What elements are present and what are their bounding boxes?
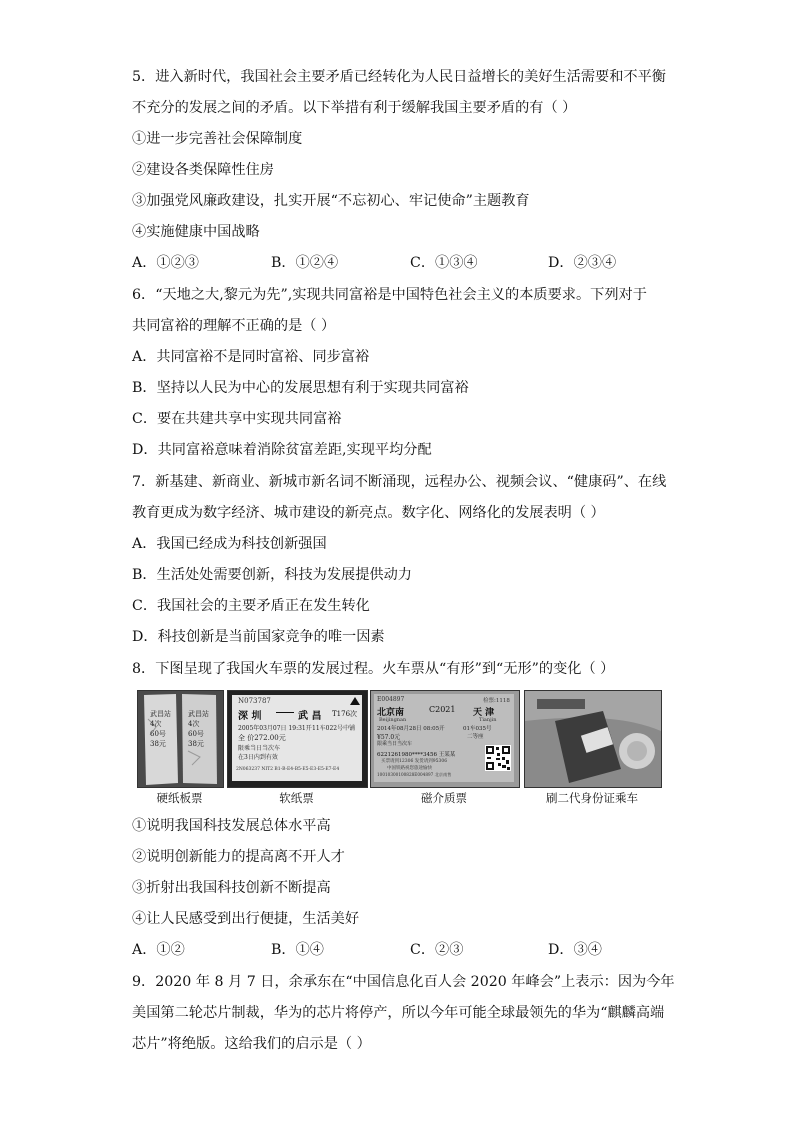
ticket2-note: 限乘当日当次车 xyxy=(238,745,281,752)
q8-item-1: ①说明我国科技发展总体水平高 xyxy=(132,818,331,834)
q8-option-a[interactable]: A．①② xyxy=(132,942,185,958)
q8-option-d[interactable]: D．③④ xyxy=(548,942,602,958)
triangle-icon xyxy=(350,697,360,705)
id-card-gate-photo xyxy=(524,690,662,788)
ticket3-date: 2014年08月28日 08:05开 xyxy=(377,726,445,732)
ticket3-seat: 01车035号 xyxy=(463,726,492,732)
ticket3-price: ¥57.0元 xyxy=(377,734,401,741)
q8-item-4: ④让人民感受到出行便捷，生活美好 xyxy=(132,911,360,927)
ticket3-note2: 买票请到12306 发货请到95306 xyxy=(381,759,448,764)
ticket2-from: 深 圳 xyxy=(238,711,262,722)
ticket2-note2: 在3日内到有效 xyxy=(238,754,278,761)
q5-item-4: ④实施健康中国战略 xyxy=(132,224,260,240)
ticket3-id: 6221261980****3456 王某某 xyxy=(377,752,456,758)
q7-option-b[interactable]: B．生活处处需要创新，科技为发展提供动力 xyxy=(132,567,412,583)
soft-paper-ticket-photo xyxy=(227,690,368,788)
q7-stem-line2: 教育更成为数字经济、城市建设的新亮点。数字化、网络化的发展表明（ ） xyxy=(132,505,605,521)
ticket3-from: 北京南 xyxy=(377,708,405,718)
caption-id-card: 刷二代身份证乘车 xyxy=(546,791,638,805)
ticket2-train: T176次 xyxy=(332,710,358,718)
q7-stem-line1: 7．新基建、新商业、新城市新名词不断涌现，远程办公、视频会议、“健康码”、在线 xyxy=(132,474,667,490)
q5-stem-line1: 5．进入新时代，我国社会主要矛盾已经转化为人民日益增长的美好生活需要和不平衡 xyxy=(132,69,666,85)
q8-option-c[interactable]: C．②③ xyxy=(410,942,464,958)
q6-option-a[interactable]: A．共同富裕不是同时富裕、同步富裕 xyxy=(132,349,370,365)
ticket1-text-left: 武昌站 4次 60号 38元 xyxy=(150,710,171,748)
ticket3-note: 限乘当日当次车 xyxy=(377,741,413,747)
q9-stem-line3: 芯片”将绝版。这给我们的启示是（ ） xyxy=(132,1036,371,1052)
q8-item-3: ③折射出我国科技创新不断提高 xyxy=(132,880,331,896)
q5-item-1: ①进一步完善社会保障制度 xyxy=(132,131,303,147)
caption-magnetic: 磁介质票 xyxy=(421,791,467,805)
ticket3-class: 二等座 xyxy=(467,734,484,740)
q7-option-d[interactable]: D．科技创新是当前国家竞争的唯一因素 xyxy=(132,629,385,645)
ticket3-check: 检票:1118 xyxy=(483,698,510,704)
ticket2-date: 2005年03月07日 19:31开 xyxy=(238,725,312,732)
caption-cardboard: 硬纸板票 xyxy=(156,791,203,805)
q6-stem-line2: 共同富裕的理解不正确的是（ ） xyxy=(132,318,336,334)
qr-code-icon xyxy=(485,745,511,771)
ticket3-no: E004897 xyxy=(377,696,405,703)
q8-stem: 8．下图呈现了我国火车票的发展过程。火车票从“有形”到“无形”的变化（ ） xyxy=(132,661,615,677)
q8-item-2: ②说明创新能力的提高离不开人才 xyxy=(132,849,345,865)
q6-option-b[interactable]: B．坚持以人民为中心的发展思想有利于实现共同富裕 xyxy=(132,380,469,396)
q5-item-2: ②建设各类保障性住房 xyxy=(132,162,274,178)
ticket3-train: C2021 xyxy=(429,705,456,714)
ticket2-seat: 11车022号中铺 xyxy=(312,725,356,732)
q5-option-d[interactable]: D．②③④ xyxy=(548,255,617,271)
q5-stem-line2: 不充分的发展之间的矛盾。以下举措有利于缓解我国主要矛盾的有（ ） xyxy=(132,100,577,116)
ticket2-no: N073787 xyxy=(238,697,271,705)
caption-soft-paper: 软纸票 xyxy=(279,791,314,805)
ticket3-serial: 10010300100828E004897 北京南售 xyxy=(377,772,452,777)
ticket2-arrow xyxy=(276,712,294,713)
q6-stem-line1: 6．“天地之大,黎元为先”,实现共同富裕是中国特色社会主义的本质要求。下列对于 xyxy=(132,287,647,303)
magnetic-ticket-photo xyxy=(370,690,520,788)
q6-option-c[interactable]: C．要在共建共享中实现共同富裕 xyxy=(132,411,342,427)
q9-stem-line2: 美国第二轮芯片制裁，华为的芯片将停产，所以今年可能全球最领先的华为“麒麟高端 xyxy=(132,1005,665,1021)
q9-stem-line1: 9．2020 年 8 月 7 日，余承东在“中国信息化百人会 2020 年峰会”上表示：因为今年 xyxy=(132,974,675,990)
q5-item-3: ③加强党风廉政建设，扎实开展“不忘初心、牢记使命”主题教育 xyxy=(132,193,530,209)
q5-option-b[interactable]: B．①②④ xyxy=(271,255,339,271)
ticket1-text-right: 武昌站 4次 60号 38元 xyxy=(188,710,209,748)
q5-option-a[interactable]: A．①②③ xyxy=(132,255,199,271)
ticket3-from-pinyin: Beijingnan xyxy=(379,717,407,723)
q7-option-c[interactable]: C．我国社会的主要矛盾正在发生转化 xyxy=(132,598,370,614)
ticket3-note3: 中国铁路祝您旅途愉快 xyxy=(387,766,432,771)
ticket3-to-pinyin: Tianjin xyxy=(479,717,497,723)
q5-option-c[interactable]: C．①③④ xyxy=(410,255,478,271)
ticket2-price: 全 价272.00元 xyxy=(238,734,286,742)
ticket2-to: 武 昌 xyxy=(298,711,322,722)
ticket3-to: 天 津 xyxy=(473,708,495,718)
q8-option-b[interactable]: B．①④ xyxy=(271,942,324,958)
ticket2-serial: 2N063237 NIT2 B1-B-E4-B5-E5-E3-E5-E7-E4 xyxy=(236,767,340,772)
q6-option-d[interactable]: D．共同富裕意味着消除贫富差距,实现平均分配 xyxy=(132,442,432,458)
cardboard-ticket-photo xyxy=(137,690,224,788)
q7-option-a[interactable]: A．我国已经成为科技创新强国 xyxy=(132,536,327,552)
id-card-gate-image xyxy=(525,691,661,787)
